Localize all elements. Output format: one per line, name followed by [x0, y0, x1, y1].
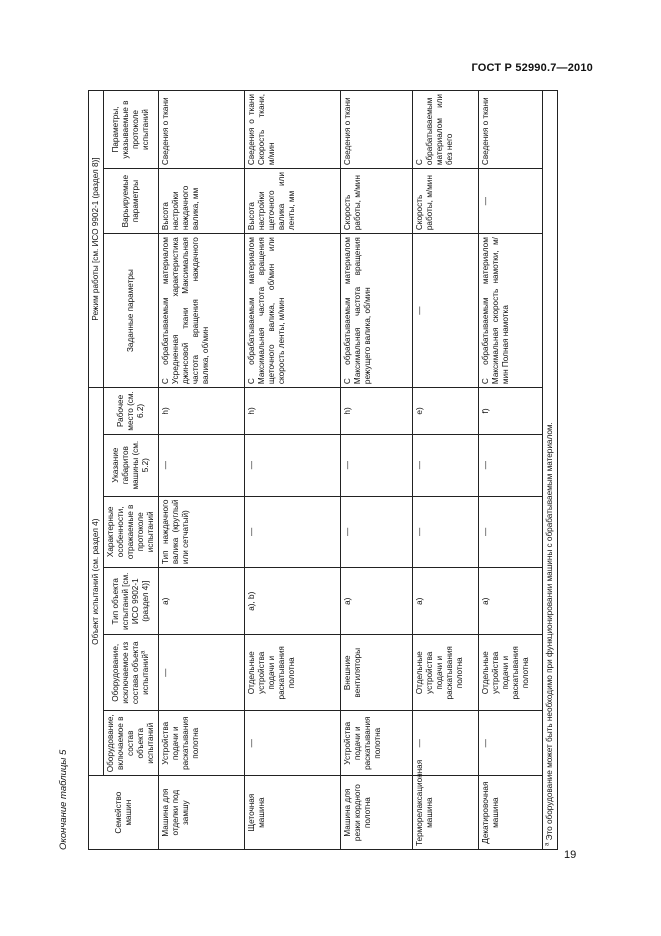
- cell-dimensions: —: [479, 434, 543, 496]
- cell-included: Устройства подачи и раскатывания полотна: [159, 711, 245, 776]
- cell-dimensions: —: [245, 434, 341, 496]
- col-set-params: Заданные параметры: [104, 234, 159, 388]
- cell-varied-params: Скорость работы, м/мин: [413, 169, 479, 234]
- cell-dimensions: —: [413, 434, 479, 496]
- cell-included: Устройства подачи и раскатывания полотна: [341, 711, 413, 776]
- cell-set-params: С обрабатываемым материалом Максимальная скорость намотки, м/мин Полная намотка: [479, 234, 543, 388]
- cell-varied-params: —: [479, 169, 543, 234]
- cell-set-params: С обрабатываемым материалом Усредненная характеристика джинсовой ткани Максимальная частота вращения наждачного валика, об/мин: [159, 234, 245, 388]
- cell-object-type: а): [479, 568, 543, 635]
- col-dimensions: Указание габаритов машины (см. 5.2): [104, 434, 159, 496]
- table-row: [159, 91, 245, 850]
- col-included: Оборудование, включаемое в состав объекта испытаний: [104, 711, 159, 776]
- cell-excluded: Отдельные устройства подачи и раскатывания полотна: [479, 635, 543, 711]
- cell-dimensions: —: [159, 434, 245, 496]
- cell-features: Тип наждачного валика (круглый или сетчатый): [159, 496, 245, 568]
- cell-workplace: f): [479, 388, 543, 435]
- cell-object-type: а): [341, 568, 413, 635]
- cell-varied-params: Высота настройки щеточного валика или ленты, мм: [245, 169, 341, 234]
- cell-family: Декатировочная машина: [479, 776, 543, 850]
- cell-workplace: h): [341, 388, 413, 435]
- cell-workplace: h): [159, 388, 245, 435]
- table-row: [479, 91, 543, 850]
- cell-varied-params: Высота настройки наждачного валика, мм: [159, 169, 245, 234]
- cell-family: Терморелаксационная машина: [413, 776, 479, 850]
- col-family: Семейство машин: [89, 776, 159, 850]
- cell-family: Щеточная машина: [245, 776, 341, 850]
- rotated-table-block: [58, 90, 598, 850]
- footnote-mark: a: [544, 842, 551, 846]
- cell-set-params: —: [413, 234, 479, 388]
- col-report-params: Параметры, указываемые в протоколе испытаний: [104, 91, 159, 169]
- cell-object-type: а): [413, 568, 479, 635]
- cell-family: Машина для отделки под замшу: [159, 776, 245, 850]
- cell-features: —: [479, 496, 543, 568]
- cell-report-params: Сведения о ткани: [159, 91, 245, 169]
- cell-varied-params: Скорость работы, м/мин: [341, 169, 413, 234]
- cell-features: —: [245, 496, 341, 568]
- cell-dimensions: —: [341, 434, 413, 496]
- col-excluded-text: Оборудование, исключаемое из состава объекта испытаний: [111, 641, 150, 705]
- cell-excluded: Отдельные устройства подачи и раскатывания полотна: [413, 635, 479, 711]
- col-varied-params: Варьируемые параметры: [104, 169, 159, 234]
- cell-set-params: С обрабатываемым материалом Максимальная частота вращения щеточного валика, об/мин или скорость ленты, м/мин: [245, 234, 341, 388]
- cell-report-params: С обрабатываемым материалом или без него: [413, 91, 479, 169]
- cell-workplace: h): [245, 388, 341, 435]
- cell-object-type: а), b): [245, 568, 341, 635]
- cell-included: —: [245, 711, 341, 776]
- cell-excluded: —: [159, 635, 245, 711]
- col-workplace: Рабочее место (см. 6.2): [104, 388, 159, 435]
- cell-included: —: [413, 711, 479, 776]
- cell-excluded: Отдельные устройства подачи и раскатывания полотна: [245, 635, 341, 711]
- table-caption: Окончание таблицы 5: [58, 749, 69, 850]
- cell-object-type: а): [159, 568, 245, 635]
- cell-features: —: [341, 496, 413, 568]
- page-number: 19: [564, 849, 577, 861]
- cell-features: —: [413, 496, 479, 568]
- cell-excluded: Внешние вентиляторы: [341, 635, 413, 711]
- footnote-row: [543, 91, 558, 850]
- col-object-type: Тип объекта испытаний [см. ИСО 9902-1 (раздел 4)]: [104, 568, 159, 635]
- document-header: ГОСТ Р 52990.7—2010: [471, 62, 593, 74]
- cell-included: —: [479, 711, 543, 776]
- col-excluded: [104, 635, 159, 711]
- machine-families-table: [88, 90, 558, 850]
- header-row-1: [89, 91, 104, 850]
- header-row-2: [104, 91, 159, 850]
- col-excluded-footnote-mark: a: [140, 650, 147, 655]
- table-row: [413, 91, 479, 850]
- col-features: Характерные особенности, отражаемые в протоколе испытаний: [104, 496, 159, 568]
- footnote-text: Это оборудование может быть необходимо при функционировании машины с обрабатываемым материалом.: [545, 422, 554, 841]
- cell-report-params: Сведения о ткани: [341, 91, 413, 169]
- table-row: [341, 91, 413, 850]
- table-footnote: [543, 91, 558, 850]
- cell-set-params: С обрабатываемым материалом Максимальная частота вращения режущего валика, об/мин: [341, 234, 413, 388]
- cell-family: Машина для резки кордного полотна: [341, 776, 413, 850]
- col-mode-group: Режим работы [см. ИСО 9902-1 (раздел 8)]: [89, 91, 104, 388]
- col-object-group: Объект испытаний (см. раздел 4): [89, 388, 104, 776]
- cell-report-params: Сведения о ткани: [479, 91, 543, 169]
- cell-workplace: e): [413, 388, 479, 435]
- table-row: [245, 91, 341, 850]
- cell-report-params: Сведения о ткани Скорость ткани, м/мин: [245, 91, 341, 169]
